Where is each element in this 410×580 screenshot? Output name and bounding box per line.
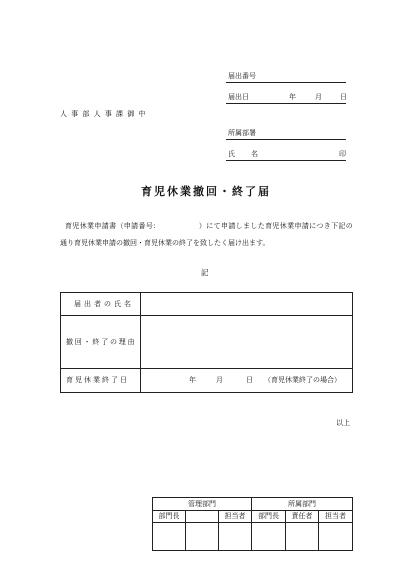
ki-heading: 記 bbox=[201, 268, 209, 277]
notification-date-day-unit: 日 bbox=[340, 93, 347, 101]
leave-end-month-unit: 月 bbox=[216, 376, 223, 384]
leave-end-day-unit: 日 bbox=[246, 376, 253, 384]
body-line-1-after: ）にて申請しました育児休業申請につき下記の bbox=[198, 222, 354, 230]
reason-row-label: 撤回・終了の理由 bbox=[61, 316, 141, 369]
seal-mark: 印 bbox=[339, 150, 346, 158]
applicant-name-field bbox=[226, 148, 346, 161]
notification-date-month-unit: 月 bbox=[315, 93, 322, 101]
applicant-name-row-label: 届出者の氏名 bbox=[61, 293, 141, 316]
stamp-cell bbox=[319, 523, 353, 551]
department-field bbox=[226, 127, 346, 140]
stamp-cell bbox=[153, 523, 186, 551]
body-line-2: 通り育児休業申請の撤回・育児休業の終了を致したく届け出ます。 bbox=[60, 239, 270, 247]
role-header: 部門長 bbox=[153, 511, 186, 523]
management-dept-header: 管理部門 bbox=[153, 498, 252, 511]
leave-end-date-row-label: 育児休業終了日 bbox=[61, 369, 141, 393]
notification-date-label: 届出日 bbox=[228, 93, 249, 101]
applicant-name-row-value bbox=[141, 293, 353, 316]
notification-number-label: 届出番号 bbox=[228, 72, 256, 80]
notification-date-year-unit: 年 bbox=[289, 93, 296, 101]
notification-number-field bbox=[226, 70, 346, 83]
approval-group-row bbox=[153, 498, 353, 511]
leave-end-note: （育児休業終了の場合） bbox=[264, 376, 341, 384]
role-header bbox=[186, 511, 219, 523]
table-row bbox=[61, 293, 353, 316]
leave-end-date-row-value bbox=[141, 369, 353, 393]
approval-table bbox=[152, 497, 353, 551]
reason-row-value bbox=[141, 316, 353, 369]
role-header: 担当者 bbox=[319, 511, 353, 523]
closing-text: 以上 bbox=[336, 419, 350, 427]
body-line-1-before: 育児休業申請書（申請番号: bbox=[65, 222, 156, 230]
table-row bbox=[61, 316, 353, 369]
table-row bbox=[61, 369, 353, 393]
role-header: 担当者 bbox=[219, 511, 252, 523]
approval-role-row bbox=[153, 511, 353, 523]
leave-end-year-unit: 年 bbox=[189, 376, 196, 384]
stamp-cell bbox=[186, 523, 219, 551]
body-line-1 bbox=[65, 223, 353, 230]
approval-stamp-row bbox=[153, 523, 353, 551]
details-table bbox=[60, 292, 353, 393]
notification-date-field bbox=[226, 91, 346, 104]
department-label: 所属部署 bbox=[228, 129, 256, 137]
document-title: 育児休業撤回・終了届 bbox=[141, 185, 271, 198]
stamp-cell bbox=[252, 523, 286, 551]
addressee: 人事部人事課御中 bbox=[60, 110, 150, 118]
stamp-cell bbox=[286, 523, 319, 551]
role-header: 責任者 bbox=[286, 511, 319, 523]
stamp-cell bbox=[219, 523, 252, 551]
applicant-name-label: 氏名 bbox=[228, 150, 274, 158]
own-dept-header: 所属部門 bbox=[252, 498, 353, 511]
role-header: 部門長 bbox=[252, 511, 286, 523]
